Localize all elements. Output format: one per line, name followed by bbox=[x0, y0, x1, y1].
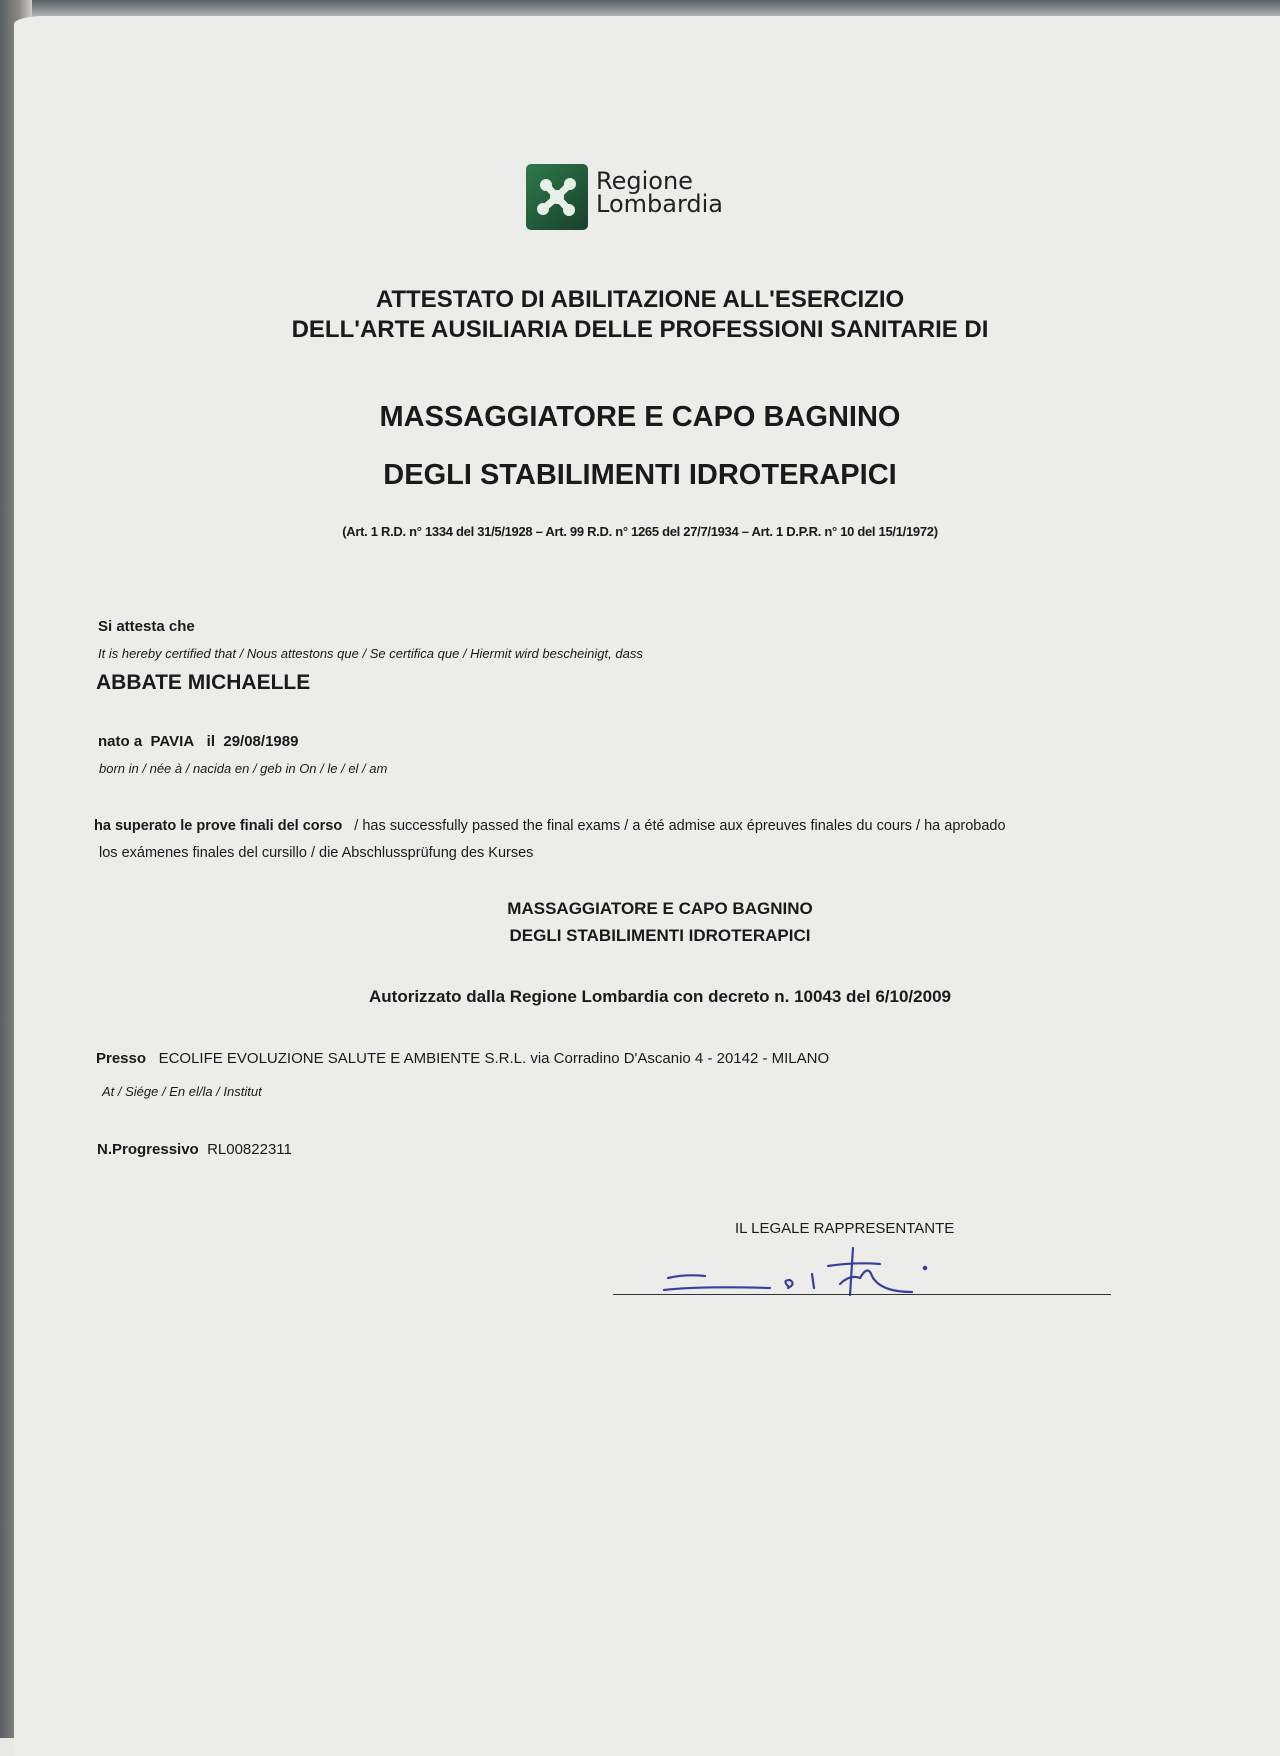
course-line2: DEGLI STABILIMENTI IDROTERAPICI bbox=[509, 926, 811, 945]
born-translations: born in / née à / nacida en / geb in On / le / el / am bbox=[99, 761, 388, 776]
birth-line bbox=[98, 733, 298, 750]
signature-title: IL LEGALE RAPPRESENTANTE bbox=[735, 1220, 955, 1237]
holder-name: ABBATE MICHAELLE bbox=[96, 671, 311, 694]
born-label: nato a bbox=[98, 733, 143, 750]
authorization: Autorizzato dalla Regione Lombardia con decreto n. 10043 del 6/10/2009 bbox=[369, 987, 951, 1006]
logo-line2: Lombardia bbox=[596, 190, 724, 218]
passed-line bbox=[94, 818, 1006, 834]
title-line1: ATTESTATO DI ABILITAZIONE ALL'ESERCIZIO bbox=[375, 286, 905, 313]
passed-label: ha superato le prove finali del corso bbox=[94, 818, 343, 834]
signature-line bbox=[613, 1294, 1111, 1295]
logo-line1: Regione bbox=[596, 167, 693, 195]
born-date: 29/08/1989 bbox=[223, 733, 299, 750]
profession-line1: MASSAGGIATORE E CAPO BAGNINO bbox=[379, 401, 901, 433]
passed-translations-2: los exámenes finales del cursillo / die Abschlussprüfung des Kurses bbox=[99, 845, 534, 861]
passed-translations: / has successfully passed the final exams / a été admise aux épreuves finales du cours / ha aprobado bbox=[354, 818, 1006, 834]
certify-label: Si attesta che bbox=[98, 618, 195, 635]
title-line2: DELL'ARTE AUSILIARIA DELLE PROFESSIONI SANITARIE DI bbox=[291, 316, 989, 343]
regione-lombardia-logo-icon bbox=[526, 164, 588, 230]
signature-icon bbox=[660, 1240, 960, 1305]
logo-text bbox=[596, 167, 724, 218]
at-label: Presso bbox=[96, 1050, 147, 1067]
profession-line2: DEGLI STABILIMENTI IDROTERAPICI bbox=[383, 459, 897, 491]
institution-line bbox=[96, 1050, 829, 1067]
institution: ECOLIFE EVOLUZIONE SALUTE E AMBIENTE S.R.L. via Corradino D'Ascanio 4 - 20142 - MILANO bbox=[158, 1050, 830, 1067]
born-date-label: il bbox=[206, 733, 216, 750]
progressive-label: N.Progressivo bbox=[97, 1141, 199, 1158]
legal-references: (Art. 1 R.D. n° 1334 del 31/5/1928 – Art. 99 R.D. n° 1265 del 27/7/1934 – Art. 1 D.P.R. n° 10 del 15/1/1972) bbox=[342, 524, 938, 539]
at-translations: At / Siége / En el/la / Institut bbox=[102, 1084, 262, 1099]
certificate-page bbox=[14, 16, 1280, 1756]
progressive-line bbox=[97, 1141, 292, 1158]
certify-translations: It is hereby certified that / Nous attestons que / Se certifica que / Hiermit wird bescheinigt, dass bbox=[98, 646, 643, 661]
progressive-number: RL00822311 bbox=[207, 1141, 292, 1158]
course-line1: MASSAGGIATORE E CAPO BAGNINO bbox=[507, 899, 813, 918]
born-place: PAVIA bbox=[150, 733, 195, 750]
